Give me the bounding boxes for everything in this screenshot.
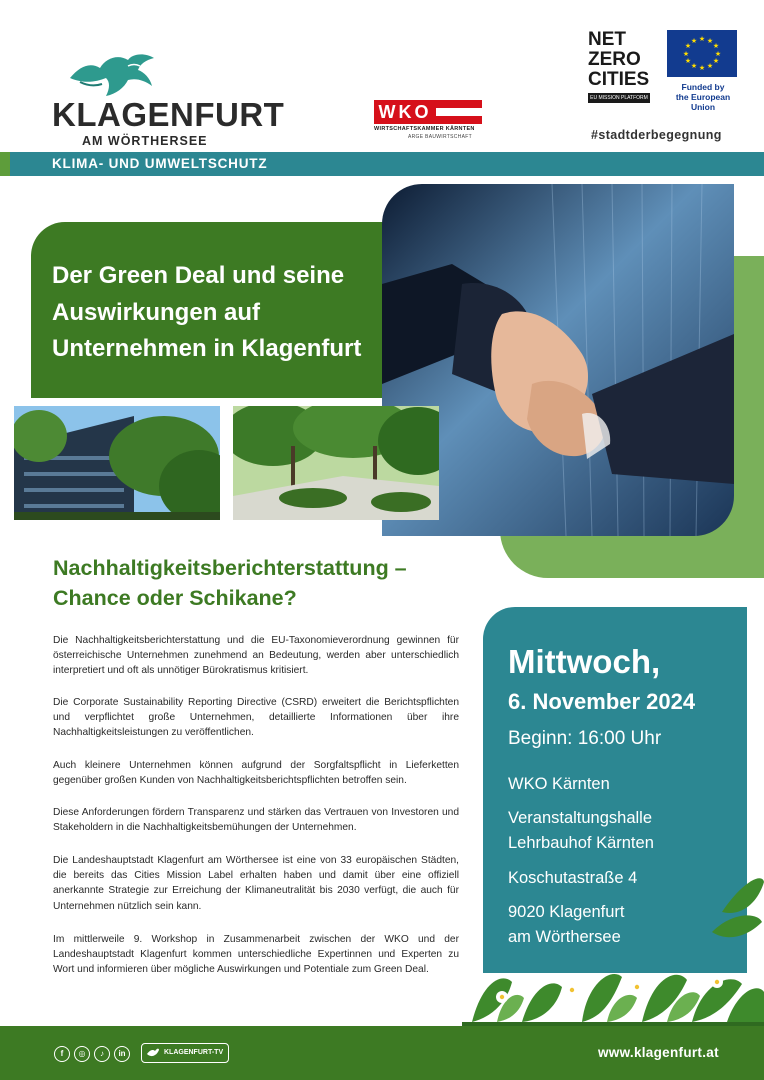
svg-text:★: ★ [690,37,698,45]
event-venue: Lehrbauhof Kärnten [508,834,654,852]
event-date: 6. November 2024 [508,689,696,714]
eu-funding-text [663,82,743,112]
eu-text-line: the European Union [675,92,731,112]
article-paragraph: Im mittlerweile 9. Workshop in Zusammenarbeit zwischen der WKO und der Landeshauptstadt Klagenfurt kommen unterschiedliche Expertinnen und Experten zu Wort und informieren über mögliche Auswirkungen und Potentiale zum Green Deal. [53,934,459,976]
footer [0,1026,764,1080]
event-organizer: WKO Kärnten [508,775,610,793]
city-name: KLAGENFURT [52,96,285,133]
category-label: KLIMA- UND UMWELTSCHUTZ [52,156,268,171]
article-paragraph: Die Nachhaltigkeitsberichterstattung und die EU-Taxonomieverordnung gewinnen für österreichische Unternehmen zunehmend an Bedeutung, werden aber unterschiedlich interpretiert und oft als unnötiger Bürokratismus kritisiert. [53,635,459,677]
facebook-icon[interactable]: f [54,1046,70,1062]
svg-text:★: ★ [682,50,690,58]
nzc-line: CITIES [588,69,650,90]
tiktok-icon[interactable]: ♪ [94,1046,110,1062]
band-accent [0,152,10,176]
article-paragraph: Die Landeshauptstadt Klagenfurt am Wörthersee ist eine von 33 europäischen Städten, die bereits das Cities Mission Label erhalten haben und damit über eine offiziell anerkannte Strategie zur Erreichung der Klimaneutralität bis 2030 verfügt, die auch für Unternehmen nützlich sein kann. [53,855,459,912]
eu-funding-logo [663,30,743,112]
event-time: Beginn: 16:00 Uhr [508,728,662,749]
event-street: Koschutastraße 4 [508,869,638,887]
wko-flag [436,100,482,124]
article-paragraph: Diese Anforderungen fördern Transparenz und stärken das Vertrauen von Investoren und Stakeholdern in die Nachhaltigkeitsbemühungen der Unternehmen. [53,807,459,834]
event-city: 9020 Klagenfurt [508,903,625,921]
svg-text:★: ★ [712,57,720,65]
park-photo [233,406,439,520]
svg-text:★: ★ [684,42,692,50]
klagenfurt-logo [52,52,285,148]
svg-text:★: ★ [698,35,706,43]
nzc-tagline: EU MISSION PLATFORM [588,93,650,103]
lindwurm-icon [66,52,158,100]
hero-title-line: Unternehmen in Klagenfurt [52,335,362,362]
event-venue: Veranstaltungshalle [508,809,653,827]
article-title [53,553,473,613]
linkedin-icon[interactable]: in [114,1046,130,1062]
svg-text:★: ★ [706,37,714,45]
nzc-line: NET [588,29,626,50]
klagenfurt-tv-label: KLAGENFURT-TV [164,1049,224,1056]
svg-text:★: ★ [712,42,720,50]
nzc-line: ZERO [588,49,641,70]
lindwurm-icon [146,1047,160,1059]
article-title-line: Chance oder Schikane? [53,586,297,610]
svg-text:★: ★ [684,57,692,65]
svg-text:★: ★ [698,64,706,72]
svg-text:★: ★ [706,62,714,70]
eu-flag-icon [667,30,737,77]
wko-subtitle-2: ARGE BAUWIRTSCHAFT [408,134,472,140]
article-paragraph: Auch kleinere Unternehmen können aufgrund der Sorgfaltspflicht in Lieferketten gegenüber großen Kunden von Nachhaltigkeitsberichtspflichten betroffen sein. [53,760,459,787]
svg-text:★: ★ [714,50,722,58]
hashtag: #stadtderbegegnung [591,128,722,142]
wko-letters: WKO [374,100,436,124]
wko-subtitle: WIRTSCHAFTSKAMMER KÄRNTEN [374,126,475,132]
hero-title-line: Der Green Deal und seine [52,262,345,289]
wko-mark [374,100,482,124]
article-paragraph: Die Corporate Sustainability Reporting Directive (CSRD) erweitert die Berichtspflichten und verpflichtet große Unternehmen, detaillierte Informationen über ihre Nachhaltigkeitsleistungen zu veröffentlichen. [53,697,459,739]
net-zero-cities-logo [588,30,654,110]
plants-decoration [462,872,764,1032]
category-band [0,152,764,176]
instagram-icon[interactable]: ◎ [74,1046,90,1062]
eu-text-line: Funded by [681,82,725,92]
klagenfurt-tv-link[interactable] [141,1043,229,1063]
wko-logo [372,100,484,142]
hero-title [52,258,412,368]
building-photo [14,406,220,520]
event-day: Mittwoch, [508,643,661,680]
svg-text:★: ★ [690,62,698,70]
hero-title-line: Auswirkungen auf [52,298,261,326]
event-city: am Wörthersee [508,928,621,946]
website-link[interactable]: www.klagenfurt.at [598,1045,719,1060]
article-title-line: Nachhaltigkeitsberichterstattung – [53,556,407,580]
city-subtitle: AM WÖRTHERSEE [82,134,208,148]
